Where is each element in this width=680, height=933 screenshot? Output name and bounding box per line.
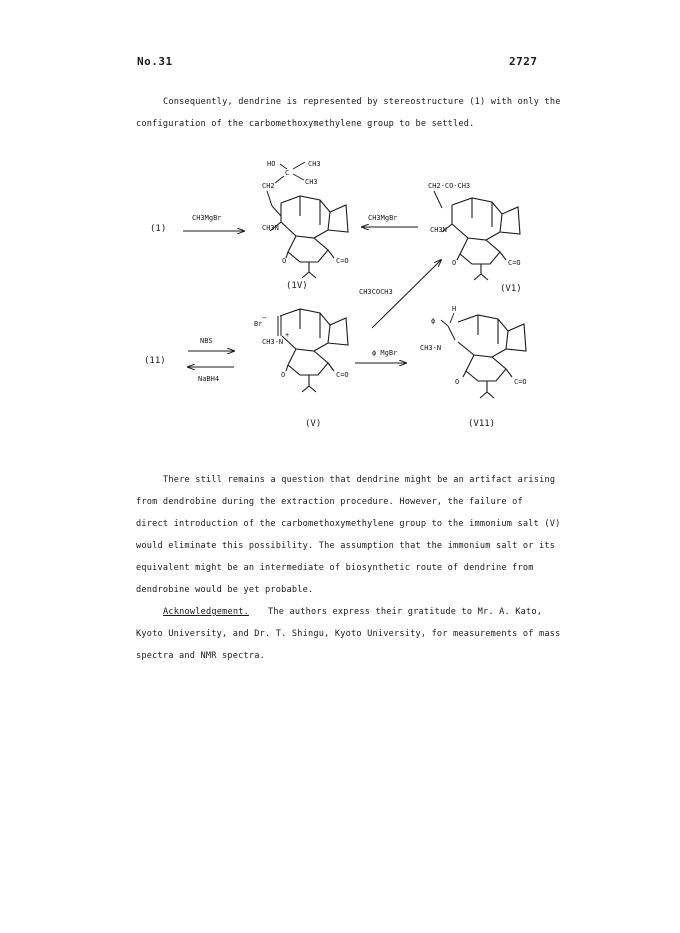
atom-o-v: O (281, 371, 286, 379)
atom-br: Br (254, 320, 263, 328)
body-line-3: direct introduction of the carbomethoxymethylene group to the immonium salt (V) (136, 519, 561, 529)
atom-phi: ϕ (431, 317, 436, 325)
reagent-ch3mgbr-left: CH3MgBr (192, 214, 222, 222)
atom-plus: + (285, 331, 290, 339)
atom-ch2: CH2 (262, 182, 275, 190)
atom-co-1v: C=O (336, 257, 349, 265)
atom-o-v1: O (452, 259, 457, 267)
atom-ch3-a: CH3 (308, 160, 321, 168)
atom-ch3n-v1: CH3N (430, 226, 447, 234)
structure-v1 (428, 182, 522, 294)
atom-o-v11: O (455, 378, 460, 386)
atom-co-v1: C=O (508, 259, 521, 267)
atom-ch3-b: CH3 (305, 178, 318, 186)
label-compound-v11: (V11) (468, 419, 496, 429)
label-compound-1: (1) (150, 224, 167, 234)
atom-co-v: C=O (336, 371, 349, 379)
ack-line-3: spectra and NMR spectra. (136, 651, 265, 661)
reagent-nabh4: NaBH4 (198, 375, 220, 383)
intro-line-2: configuration of the carbomethoxymethylene group to be settled. (136, 119, 475, 129)
journal-number: No.31 (137, 55, 173, 68)
reagent-phmgbr: ϕ MgBr (372, 349, 398, 357)
svg-text:−: − (262, 314, 267, 322)
label-compound-v: (V) (305, 419, 322, 429)
atom-ch2coch3: CH2-CO-CH3 (428, 182, 471, 190)
ack-line-2: Kyoto University, and Dr. T. Shingu, Kyoto University, for measurements of mass (136, 629, 561, 639)
page-number: 2727 (509, 55, 538, 68)
body-line-4: would eliminate this possibility. The assumption that the immonium salt or its (136, 541, 556, 551)
structure-1v (262, 160, 349, 291)
atom-ch3n-v11: CH3-N (420, 344, 442, 352)
body-line-1: There still remains a question that dendrine might be an artifact arising (163, 475, 556, 485)
atom-c: C (285, 169, 290, 177)
ack-line-1: The authors express their gratitude to Mr. A. Kato, (268, 607, 543, 617)
label-compound-11: (11) (144, 356, 166, 366)
atom-co-v11: C=O (514, 378, 527, 386)
atom-ho: HO (267, 160, 276, 168)
reagent-nbs: NBS (200, 337, 213, 345)
atom-o-1v: O (282, 257, 287, 265)
structure-v11 (420, 305, 527, 429)
body-line-6: dendrobine would be yet probable. (136, 585, 314, 595)
structure-v (254, 309, 349, 429)
body-line-5: equivalent might be an intermediate of biosynthetic route of dendrine from (136, 563, 534, 573)
reagent-ch3mgbr-right: CH3MgBr (368, 214, 398, 222)
atom-ch3n-v: CH3-N (262, 338, 284, 346)
reagent-ch3coch3: CH3COCH3 (359, 288, 393, 296)
atom-h: H (452, 305, 457, 313)
intro-line-1: Consequently, dendrine is represented by stereostructure (1) with only the (163, 97, 561, 107)
label-compound-1v: (1V) (286, 281, 308, 291)
label-compound-v1: (V1) (500, 284, 522, 294)
body-line-2: from dendrobine during the extraction procedure. However, the failure of (136, 497, 523, 507)
atom-ch3n-1v: CH3N (262, 224, 279, 232)
ack-heading: Acknowledgement. (163, 607, 249, 617)
